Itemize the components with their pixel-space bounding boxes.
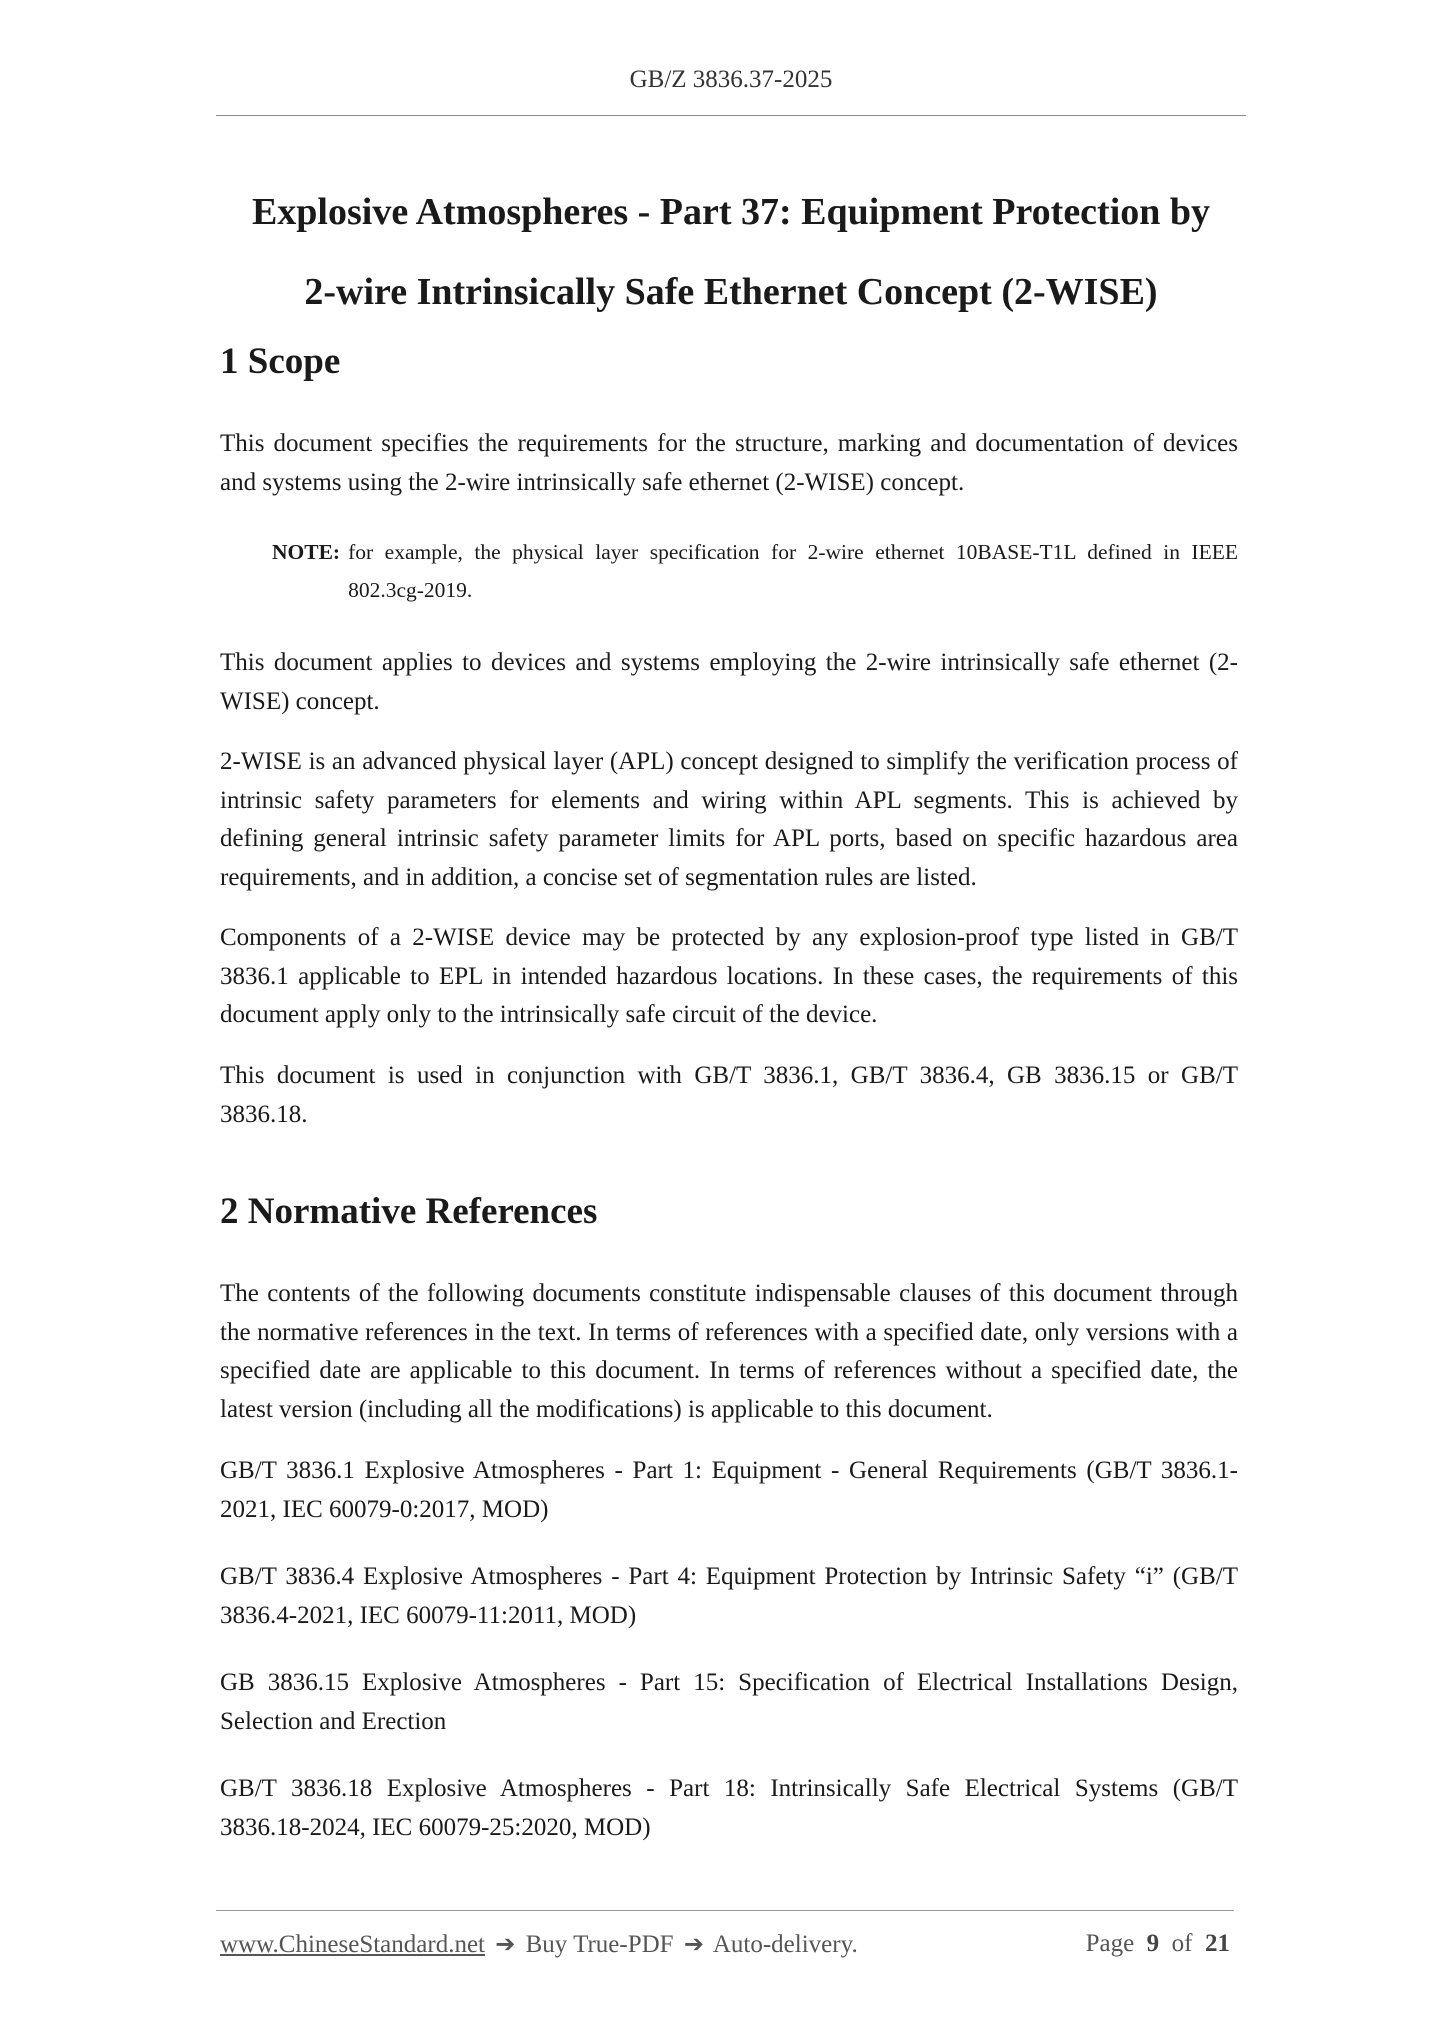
scope-paragraph-3: 2-WISE is an advanced physical layer (APL) concept designed to simplify the verification process of intrinsic safety parameters for elements and wiring within APL segments. This is achieved by defining general intrinsic safety parameter limits for APL ports, based on specific hazardous area requirements, and in addition, a concise set of segmentation rules are listed. xyxy=(220,748,1238,891)
reference-item: GB/T 3836.4 Explosive Atmospheres - Part 4: Equipment Protection by Intrinsic Safety “i” (GB/T 3836.4-2021, IEC 60079-11:2011, MOD) xyxy=(220,1563,1238,1629)
footer-promo xyxy=(220,1930,858,1959)
scope-paragraph-4: Components of a 2-WISE device may be protected by any explosion-proof type listed in GB/T 3836.1 applicable to EPL in intended hazardous locations. In these cases, the requirements of this document apply only to the intrinsically safe circuit of the device. xyxy=(220,924,1238,1028)
arrow-right-icon: ➔ xyxy=(683,1930,704,1958)
total-page-number: 21 xyxy=(1205,1930,1230,1957)
of-word: of xyxy=(1171,1930,1193,1957)
scope-note xyxy=(272,533,1238,609)
title-line-2: 2-wire Intrinsically Safe Ethernet Concept (2-WISE) xyxy=(304,271,1158,313)
header-divider xyxy=(216,115,1246,116)
reference-item: GB/T 3836.18 Explosive Atmospheres - Part 18: Intrinsically Safe Electrical Systems (GB/T 3836.18-2024, IEC 60079-25:2020, MOD) xyxy=(220,1775,1238,1841)
scope-paragraph-1: This document specifies the requirements for the structure, marking and documentation of devices and systems using the 2-wire intrinsically safe ethernet (2-WISE) concept. xyxy=(220,430,1238,496)
scope-paragraph-5: This document is used in conjunction with GB/T 3836.1, GB/T 3836.4, GB 3836.15 or GB/T 3836.18. xyxy=(220,1062,1238,1128)
section-2-heading: 2 Normative References xyxy=(220,1191,598,1232)
scope-paragraph-2: This document applies to devices and systems employing the 2-wire intrinsically safe ethernet (2-WISE) concept. xyxy=(220,649,1238,715)
reference-item: GB 3836.15 Explosive Atmospheres - Part 15: Specification of Electrical Installations Design, Selection and Erection xyxy=(220,1669,1238,1735)
section-1-heading: 1 Scope xyxy=(220,341,341,382)
footer-divider xyxy=(216,1910,1234,1911)
running-header: GB/Z 3836.37-2025 xyxy=(629,66,833,93)
reference-item: GB/T 3836.1 Explosive Atmospheres - Part 1: Equipment - General Requirements (GB/T 3836.1-2021, IEC 60079-0:2017, MOD) xyxy=(220,1457,1238,1523)
arrow-right-icon: ➔ xyxy=(495,1930,516,1958)
normative-intro-paragraph: The contents of the following documents constitute indispensable clauses of this document through the normative references in the text. In terms of references with a specified date, only versions with a specified date are applicable to this document. In terms of references without a specified date, the latest version (including all the modifications) is applicable to this document. xyxy=(220,1280,1238,1423)
buy-text: Buy True-PDF xyxy=(525,1931,674,1958)
page-counter xyxy=(1086,1930,1230,1958)
title-line-1: Explosive Atmospheres - Part 37: Equipment Protection by xyxy=(251,191,1211,233)
current-page-number: 9 xyxy=(1146,1930,1160,1957)
note-text: for example, the physical layer specification for 2-wire ethernet 10BASE-T1L defined in IEEE 802.3cg-2019. xyxy=(348,540,1238,602)
note-label: NOTE: xyxy=(272,540,341,564)
site-link[interactable]: www.ChineseStandard.net xyxy=(220,1931,485,1958)
page-word: Page xyxy=(1085,1930,1135,1957)
delivery-text: Auto-delivery. xyxy=(712,1931,858,1958)
document-title xyxy=(216,172,1246,332)
